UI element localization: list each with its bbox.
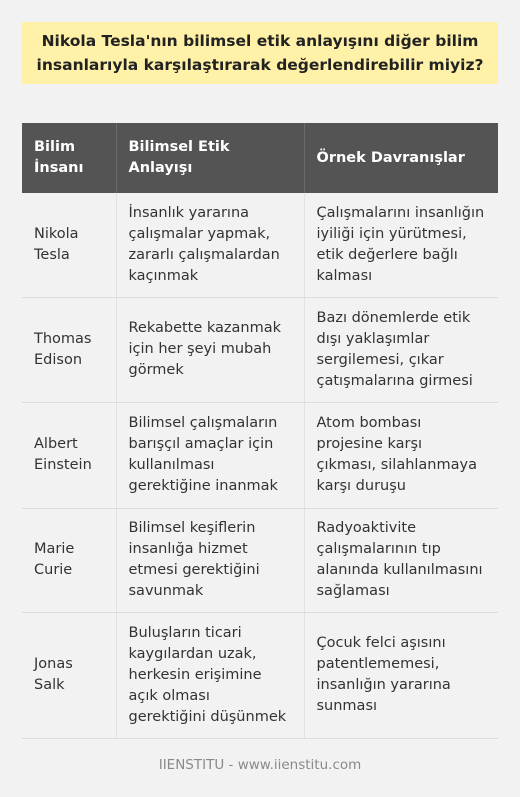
comparison-table — [22, 123, 498, 739]
cell-scientist: Thomas Edison — [22, 297, 116, 402]
cell-ethics: İnsanlık yararına çalışmalar yapmak, zararlı çalışmalardan kaçınmak — [116, 193, 304, 297]
cell-ethics: Bilimsel çalışmaların barışçıl amaçlar için kullanılması gerektiğine inanmak — [116, 402, 304, 508]
header-examples: Örnek Davranışlar — [304, 123, 498, 193]
cell-ethics: Bilimsel keşiflerin insanlığa hizmet etmesi gerektiğini savunmak — [116, 508, 304, 612]
cell-examples: Bazı dönemlerde etik dışı yaklaşımlar sergilemesi, çıkar çatışmalarına girmesi — [304, 297, 498, 402]
header-ethics: Bilimsel Etik Anlayışı — [116, 123, 304, 193]
cell-examples: Atom bombası projesine karşı çıkması, silahlanmaya karşı duruşu — [304, 402, 498, 508]
cell-scientist: Jonas Salk — [22, 612, 116, 738]
cell-scientist: Nikola Tesla — [22, 193, 116, 297]
table-row — [22, 193, 498, 297]
cell-ethics: Buluşların ticari kaygılardan uzak, herkesin erişimine açık olması gerektiğini düşünmek — [116, 612, 304, 738]
table-row — [22, 297, 498, 402]
title-banner — [22, 22, 498, 84]
cell-examples: Çocuk felci aşısını patentlememesi, insanlığın yararına sunması — [304, 612, 498, 738]
cell-scientist: Marie Curie — [22, 508, 116, 612]
header-scientist: Bilim İnsanı — [22, 123, 116, 193]
cell-examples: Çalışmalarını insanlığın iyiliği için yürütmesi, etik değerlere bağlı kalması — [304, 193, 498, 297]
page-title: Nikola Tesla'nın bilimsel etik anlayışını diğer bilim insanlarıyla karşılaştırarak değerlendirebilir miyiz? — [36, 32, 484, 74]
cell-scientist: Albert Einstein — [22, 402, 116, 508]
table-row — [22, 612, 498, 738]
cell-examples: Radyoaktivite çalışmalarının tıp alanında kullanılmasını sağlaması — [304, 508, 498, 612]
table-row — [22, 402, 498, 508]
table-header-row — [22, 123, 498, 193]
cell-ethics: Rekabette kazanmak için her şeyi mubah görmek — [116, 297, 304, 402]
table-row — [22, 508, 498, 612]
footer-credit: IIENSTITU - www.iienstitu.com — [158, 757, 362, 773]
